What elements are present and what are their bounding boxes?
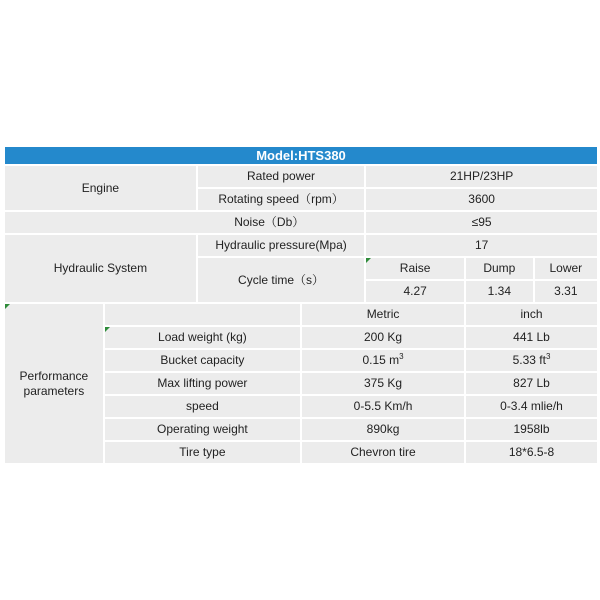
noise-label: Noise（Db） [5, 212, 364, 233]
metric-header: Metric [302, 304, 464, 325]
max-lifting-power-label: Max lifting power [105, 373, 300, 394]
cycle-value-raise: 4.27 [366, 281, 464, 302]
bucket-capacity-inch-text: 5.33 ft [512, 353, 546, 367]
rotating-speed-label: Rotating speed（rpm） [198, 189, 364, 210]
operating-weight-metric: 890kg [302, 419, 464, 440]
speed-metric: 0-5.5 Km/h [302, 396, 464, 417]
bucket-capacity-label: Bucket capacity [105, 350, 300, 371]
cycle-value-dump: 1.34 [466, 281, 533, 302]
inch-header: inch [466, 304, 597, 325]
engine-label: Engine [5, 166, 196, 210]
bucket-capacity-metric-text: 0.15 m [362, 353, 400, 367]
tire-type-metric: Chevron tire [302, 442, 464, 463]
spec-table [3, 145, 599, 465]
load-weight-inch: 441 Lb [466, 327, 597, 348]
hydraulic-pressure-value: 17 [366, 235, 597, 256]
performance-label: Performance parameters [5, 304, 103, 463]
bucket-capacity-metric [302, 350, 464, 371]
performance-header-blank [105, 304, 300, 325]
max-lifting-power-inch: 827 Lb [466, 373, 597, 394]
operating-weight-label: Operating weight [105, 419, 300, 440]
cycle-value-lower: 3.31 [535, 281, 597, 302]
max-lifting-power-metric: 375 Kg [302, 373, 464, 394]
cycle-header-lower: Lower [535, 258, 597, 279]
noise-value: ≤95 [366, 212, 597, 233]
cycle-time-label: Cycle time（s） [198, 258, 364, 302]
load-weight-metric: 200 Kg [302, 327, 464, 348]
table-title: Model:HTS380 [5, 147, 597, 164]
hydraulic-pressure-label: Hydraulic pressure(Mpa) [198, 235, 364, 256]
operating-weight-inch: 1958lb [466, 419, 597, 440]
tire-type-inch: 18*6.5-8 [466, 442, 597, 463]
rotating-speed-value: 3600 [366, 189, 597, 210]
bucket-capacity-metric-sup: 3 [399, 352, 404, 361]
rated-power-value: 21HP/23HP [366, 166, 597, 187]
load-weight-label: Load weight (kg) [105, 327, 300, 348]
speed-label: speed [105, 396, 300, 417]
bucket-capacity-inch-sup: 3 [545, 352, 551, 361]
cycle-header-dump: Dump [466, 258, 533, 279]
hydraulic-label: Hydraulic System [5, 235, 196, 302]
rated-power-label: Rated power [198, 166, 364, 187]
tire-type-label: Tire type [105, 442, 300, 463]
bucket-capacity-inch [466, 350, 597, 371]
cycle-header-raise: Raise [366, 258, 464, 279]
speed-inch: 0-3.4 mlie/h [466, 396, 597, 417]
